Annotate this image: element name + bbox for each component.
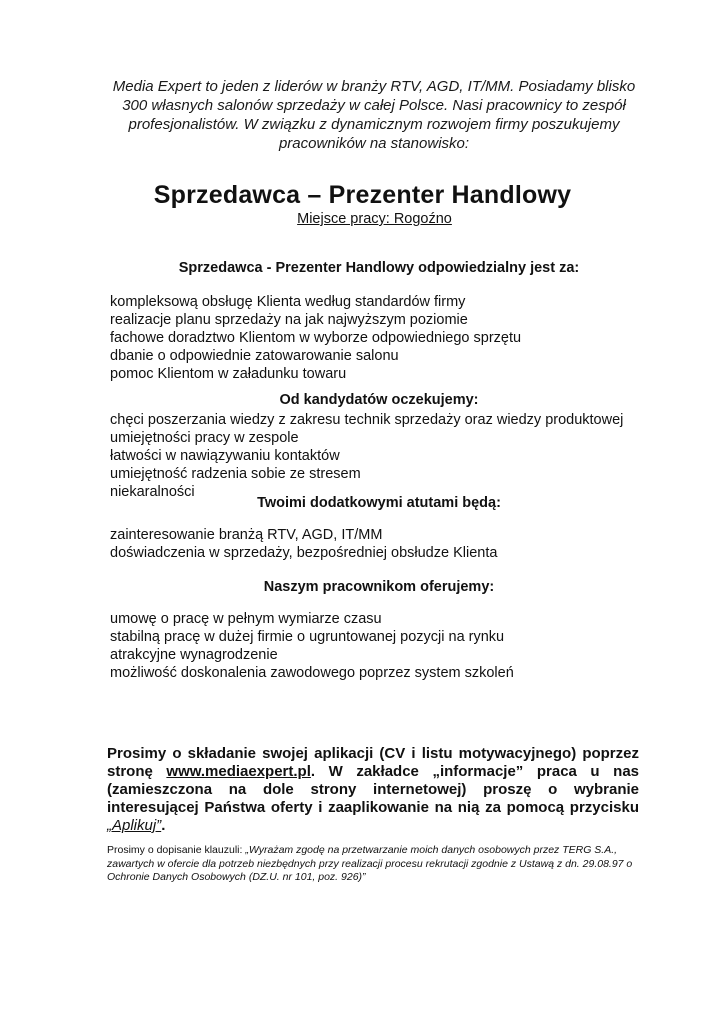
list-item: umiejętności pracy w zespole [110,430,299,446]
assets-heading: Twoimi dodatkowymi atutami będą: [257,495,501,511]
apply-text-part: Prosimy o składanie swojej aplikacji (CV i listu motywacyjnego) poprzez stronę [107,745,639,780]
list-item: fachowe doradztwo Klientom w wyborze odpowiedniego sprzętu [110,330,522,346]
expectations-list [110,411,650,501]
offer-list [110,610,650,682]
responsibilities-list [110,293,650,383]
apply-text-part: . W zakładce „informacje” praca u nas (zamieszczona na dole strony internetowej) proszę o wybranie interesującej Państwa oferty i zaaplikowanie na nią za pomocą przycisku [107,763,640,816]
list-item: stabilną pracę w dużej firmie o ugruntowanej pozycji na rynku [110,629,505,645]
application-instructions [107,745,639,835]
apply-text-part: . [161,817,166,834]
job-location: Miejsce pracy: Rogoźno [297,211,452,227]
list-item: doświadczenia w sprzedaży, bezpośredniej obsłudze Klienta [110,545,498,561]
list-item: dbanie o odpowiednie zatowarowanie salonu [110,348,399,364]
list-item: chęci poszerzania wiedzy z zakresu technik sprzedaży oraz wiedzy produktowej [110,412,624,428]
list-item: umiejętność radzenia sobie ze stresem [110,466,361,482]
job-title: Sprzedawca – Prezenter Handlowy [153,181,572,209]
list-item: umowę o pracę w pełnym wymiarze czasu [110,611,382,627]
list-item: zainteresowanie branżą RTV, AGD, IT/MM [110,527,383,543]
offer-heading: Naszym pracownikom oferujemy: [263,579,495,595]
list-item: realizacje planu sprzedaży na jak najwyższym poziomie [110,312,468,328]
list-item: możliwość doskonalenia zawodowego poprzez system szkoleń [110,665,514,681]
responsibilities-heading: Sprzedawca - Prezenter Handlowy odpowiedzialny jest za: [178,260,580,276]
consent-clause [107,844,637,885]
list-item: łatwości w nawiązywaniu kontaktów [110,448,340,464]
website-link[interactable]: www.mediaexpert.pl [166,763,311,780]
clause-prefix: Prosimy o dopisanie klauzuli: [107,844,246,856]
list-item: atrakcyjne wynagrodzenie [110,647,278,663]
list-item: niekaralności [110,484,195,500]
apply-button-reference: „Aplikuj” [107,817,162,834]
list-item: kompleksową obsługę Klienta według standardów firmy [110,294,466,310]
intro-paragraph: Media Expert to jeden z liderów w branży RTV, AGD, IT/MM. Posiadamy blisko 300 własnych salonów sprzedaży w całej Polsce. Nasi pracownicy to zespół profesjonalistów. W związku z dynamicznym rozwojem firmy poszukujemy pracowników na stanowisko: [112,78,636,152]
list-item: pomoc Klientom w załadunku towaru [110,366,347,382]
assets-list [110,526,650,562]
expectations-heading: Od kandydatów oczekujemy: [279,392,479,408]
clause-quote: „Wyrażam zgodę na przetwarzanie moich danych osobowych przez TERG S.A., zawartych w ofercie dla potrzeb niezbędnych przy realizacji procesu rekrutacji zgodnie z Ustawą z dn. 29.08.97 o Ochronie Danych Osobowych (DZ.U. nr 101, poz. 926)” [107,844,633,883]
